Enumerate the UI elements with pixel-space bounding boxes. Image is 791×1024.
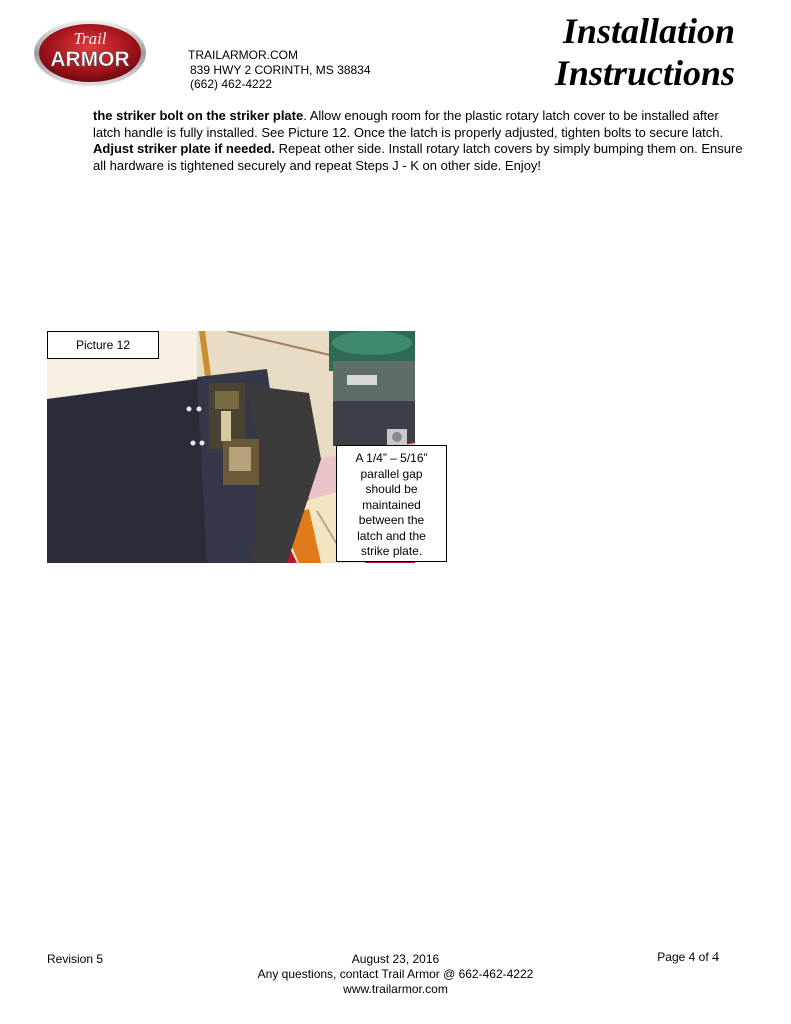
logo-armor-text: ARMOR bbox=[50, 48, 130, 71]
company-phone: (662) 462-4222 bbox=[190, 77, 273, 91]
callout-line: should be bbox=[365, 482, 418, 496]
company-website: TRAILARMOR.COM bbox=[188, 48, 299, 62]
paragraph-text-2: Repeat other side. Install rotary latch covers by simply bumping them on. Ensure all hardware is tightened securely and repeat Steps J - K on other side. Enjoy! bbox=[93, 141, 743, 173]
trail-armor-logo-icon bbox=[32, 16, 148, 88]
gap-callout bbox=[336, 445, 447, 562]
page-prefix: Page 4 of bbox=[657, 950, 712, 964]
callout-line: A 1/4” – 5/16” bbox=[355, 451, 428, 465]
picture-label: Picture 12 bbox=[47, 331, 159, 359]
bold-phrase-striker-bolt: the striker bolt on the striker plate bbox=[93, 108, 304, 123]
bold-phrase-adjust-plate: Adjust striker plate if needed. bbox=[93, 141, 276, 156]
footer-page-number bbox=[657, 950, 719, 965]
title-line-2: Instructions bbox=[554, 53, 735, 93]
callout-line: latch and the bbox=[357, 528, 426, 543]
footer-url: www.trailarmor.com bbox=[343, 982, 448, 996]
logo-trail-text: Trail bbox=[73, 29, 107, 48]
page-total: 4 bbox=[712, 950, 719, 965]
footer-revision: Revision 5 bbox=[47, 952, 104, 966]
callout-line: maintained bbox=[362, 497, 421, 512]
document-title bbox=[555, 10, 735, 94]
callout-line: parallel gap bbox=[360, 466, 423, 481]
company-contact bbox=[188, 48, 371, 92]
paragraph-text-1: . Allow enough room for the plastic rotary latch cover to be installed after latch handle is fully installed. See Picture 12. Once the latch is properly adjusted, tighten bolts to secure latch. bbox=[93, 108, 724, 140]
company-address: 839 HWY 2 CORINTH, MS 38834 bbox=[190, 62, 371, 77]
callout-line: between the bbox=[358, 513, 425, 527]
title-line-1: Installation bbox=[562, 11, 735, 51]
callout-line: strike plate. bbox=[360, 544, 423, 558]
footer-date: August 23, 2016 bbox=[351, 952, 440, 966]
footer-contact: Any questions, contact Trail Armor @ 662-462-4222 bbox=[257, 967, 534, 981]
instruction-paragraph bbox=[93, 108, 743, 174]
